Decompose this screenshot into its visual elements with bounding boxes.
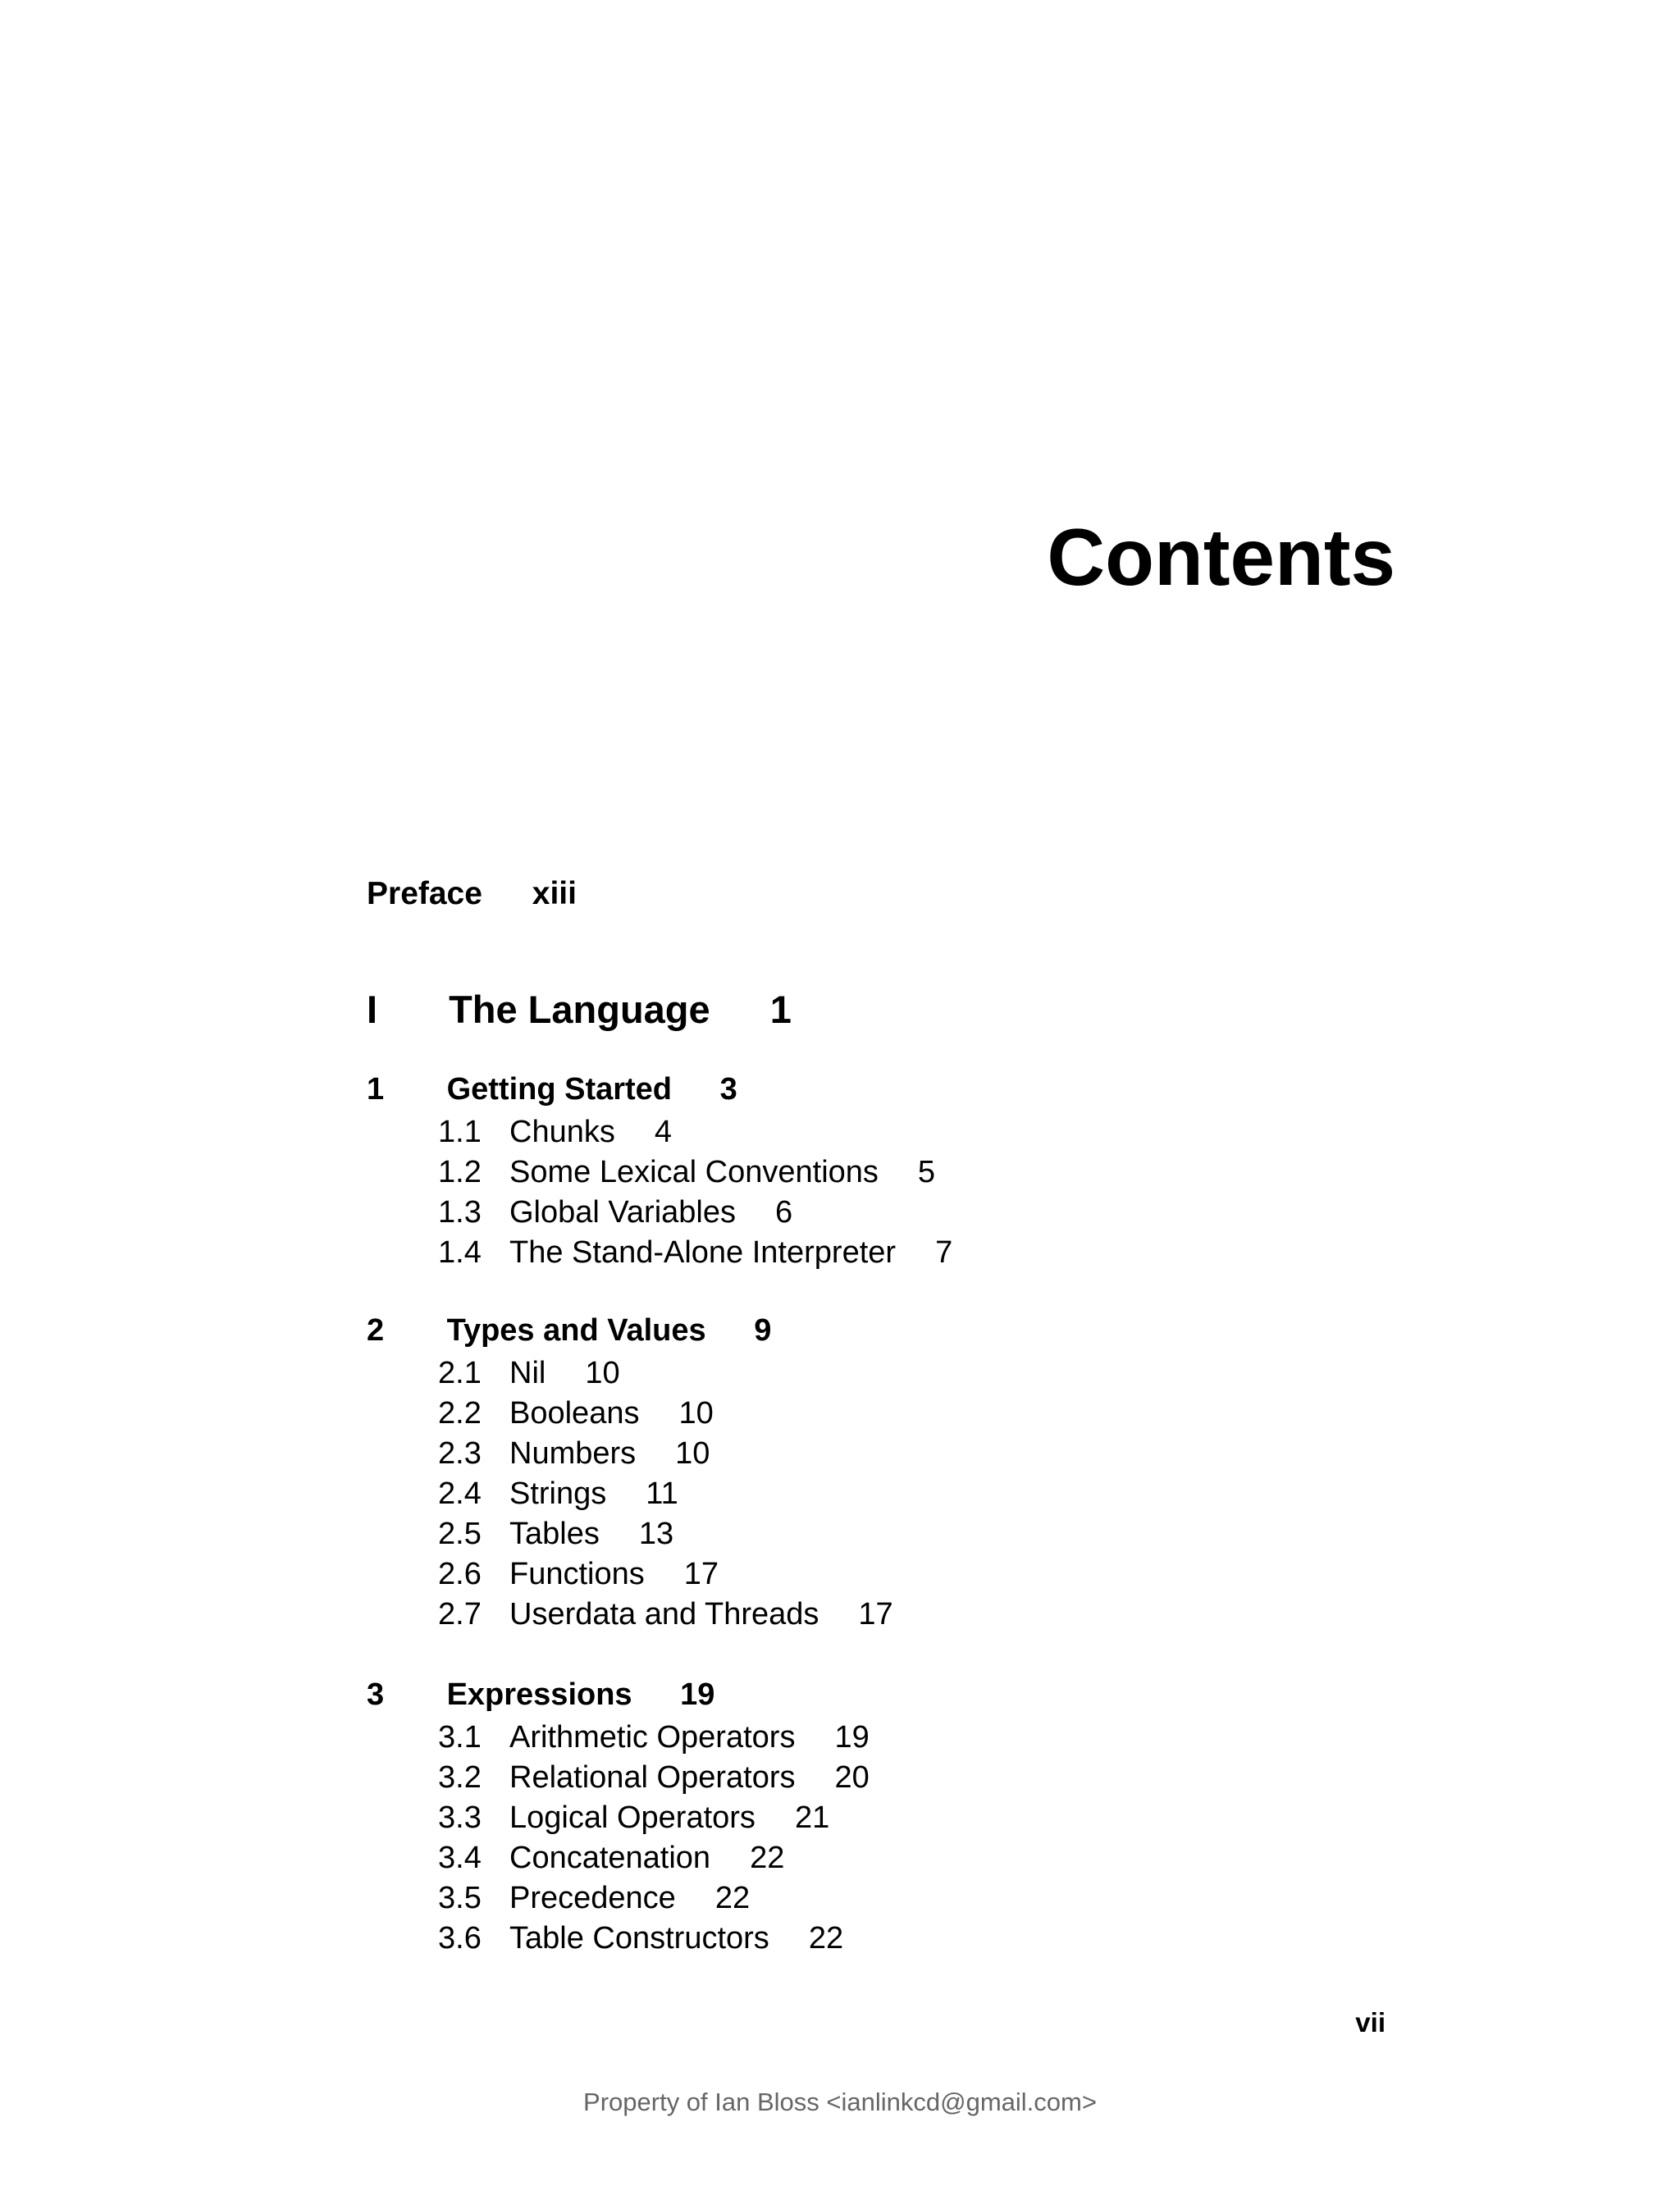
section-page: 22 [714, 1881, 751, 1915]
preface-label: Preface [367, 876, 482, 911]
toc-section[interactable] [367, 1434, 893, 1474]
chapter-number: 3 [367, 1677, 385, 1712]
section-number: 1.4 [438, 1235, 482, 1270]
section-label: Userdata and Threads [509, 1597, 819, 1632]
section-page: 17 [858, 1597, 893, 1632]
toc-section[interactable] [367, 1152, 952, 1193]
section-number: 3.4 [438, 1841, 482, 1875]
section-page: 6 [775, 1195, 793, 1230]
section-label: Relational Operators [509, 1760, 796, 1795]
section-page: 10 [585, 1356, 620, 1390]
section-label: Numbers [509, 1436, 637, 1471]
part-label: The Language [449, 988, 710, 1031]
toc-section[interactable] [367, 1798, 870, 1838]
section-page: 11 [646, 1476, 678, 1511]
section-label: Chunks [509, 1115, 615, 1149]
toc-section[interactable] [367, 1878, 870, 1919]
toc-chapter-3 [367, 1672, 870, 1959]
section-label: Table Constructors [509, 1921, 769, 1956]
toc-section[interactable] [367, 1838, 870, 1878]
chapter-label: Expressions [446, 1677, 632, 1712]
toc-part-heading[interactable] [367, 987, 792, 1032]
section-number: 1.3 [438, 1195, 482, 1230]
section-number: 2.2 [438, 1396, 482, 1431]
section-label: Some Lexical Conventions [509, 1155, 879, 1189]
section-number: 3.1 [438, 1720, 482, 1755]
toc-entry-preface[interactable] [367, 876, 577, 912]
chapter-heading[interactable] [367, 1672, 870, 1718]
section-page: 5 [917, 1155, 936, 1189]
toc-section[interactable] [367, 1595, 893, 1635]
section-page: 21 [794, 1800, 830, 1835]
section-number: 2.5 [438, 1517, 482, 1551]
chapter-heading[interactable] [367, 1066, 952, 1112]
section-number: 2.7 [438, 1597, 482, 1632]
section-page: 13 [638, 1517, 674, 1551]
section-label: Global Variables [509, 1195, 737, 1230]
section-page: 10 [675, 1436, 710, 1471]
section-page: 20 [834, 1760, 870, 1795]
part-number: I [367, 988, 378, 1031]
section-number: 2.4 [438, 1476, 482, 1511]
section-label: Precedence [509, 1881, 676, 1915]
part-page: 1 [769, 988, 792, 1031]
section-page: 22 [750, 1841, 785, 1875]
section-label: Tables [509, 1517, 600, 1551]
section-page: 10 [678, 1396, 714, 1431]
chapter-label: Getting Started [446, 1072, 673, 1107]
section-label: The Stand-Alone Interpreter [509, 1235, 897, 1270]
page-number: vii [1355, 2007, 1386, 2038]
toc-section[interactable] [367, 1554, 893, 1595]
section-number: 1.1 [438, 1115, 482, 1149]
toc-section[interactable] [367, 1394, 893, 1434]
section-number: 3.2 [438, 1760, 482, 1795]
section-number: 1.2 [438, 1155, 482, 1189]
chapter-page: 19 [680, 1677, 715, 1712]
chapter-page: 9 [754, 1313, 772, 1348]
section-page: 19 [834, 1720, 870, 1755]
toc-section[interactable] [367, 1193, 952, 1233]
watermark: Property of Ian Bloss <ianlinkcd@gmail.com> [583, 2088, 1097, 2116]
toc-section[interactable] [367, 1718, 870, 1758]
section-number: 3.3 [438, 1800, 482, 1835]
section-label: Nil [509, 1356, 546, 1390]
toc-section[interactable] [367, 1919, 870, 1959]
section-page: 17 [683, 1557, 719, 1591]
section-number: 2.3 [438, 1436, 482, 1471]
section-page: 4 [654, 1115, 672, 1149]
chapter-page: 3 [719, 1072, 737, 1107]
page-title: Contents [1047, 512, 1395, 602]
section-page: 22 [808, 1921, 844, 1956]
section-label: Booleans [509, 1396, 640, 1431]
toc-section[interactable] [367, 1353, 893, 1394]
toc-section[interactable] [367, 1474, 893, 1514]
chapter-label: Types and Values [446, 1313, 706, 1348]
section-number: 2.6 [438, 1557, 482, 1591]
toc-chapter-2 [367, 1307, 893, 1635]
section-number: 2.1 [438, 1356, 482, 1390]
section-page: 7 [935, 1235, 953, 1270]
toc-chapter-1 [367, 1066, 952, 1273]
section-label: Arithmetic Operators [509, 1720, 796, 1755]
preface-page: xiii [532, 876, 577, 911]
section-label: Concatenation [509, 1841, 711, 1875]
toc-section[interactable] [367, 1233, 952, 1273]
toc-section[interactable] [367, 1112, 952, 1152]
toc-section[interactable] [367, 1514, 893, 1554]
toc-section[interactable] [367, 1758, 870, 1798]
section-number: 3.6 [438, 1921, 482, 1956]
chapter-heading[interactable] [367, 1307, 893, 1353]
chapter-number: 2 [367, 1313, 385, 1348]
section-number: 3.5 [438, 1881, 482, 1915]
section-label: Logical Operators [509, 1800, 756, 1835]
section-label: Strings [509, 1476, 607, 1511]
chapter-number: 1 [367, 1072, 385, 1107]
section-label: Functions [509, 1557, 645, 1591]
